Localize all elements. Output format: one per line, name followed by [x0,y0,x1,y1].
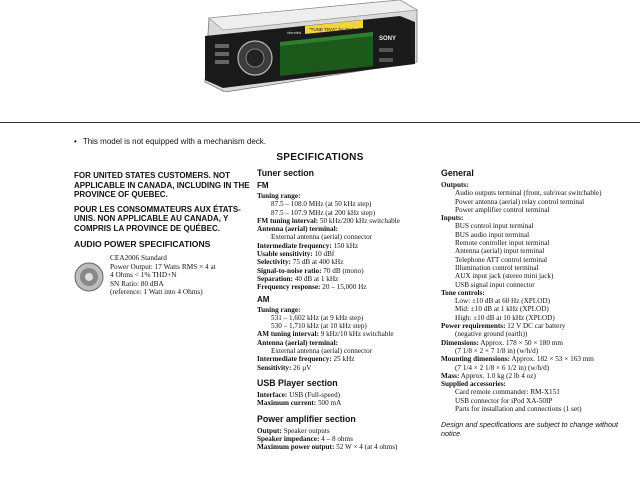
tray-label: "TUNE TRAY" for iPod [309,27,355,32]
car-stereo-illustration [195,0,420,92]
fr-notice: POUR LES CONSOMMATEURS AUX ÉTATS-UNIS. NON APPLICABLE AU CANADA, Y COMPRIS LA PROVINCE DE QUÉBEC. [74,204,241,233]
am-heading: AM [257,294,270,304]
disclaimer: Design and specifications are subject to change without notice. [441,420,618,438]
usb-heading: USB Player section [257,377,338,388]
notices-column [74,171,250,312]
amp-heading: Power amplifier section [257,413,356,424]
general-heading: General [441,168,474,178]
audio-power-lines: CEA2006 Standard Power Output: 17 Watts RMS × 4 at 4 Ohms < 1% THD+N SN Ratio: 80 dBA (reference: 1 Watt into 4 Ohms) [110,253,216,297]
audio-power-heading: AUDIO POWER SPECIFICATIONS [74,239,211,249]
specifications-title: SPECIFICATIONS [276,152,364,163]
general-column: General Outputs: Audio outputs terminal (front, sub/rear switchable) Power antenna (aerial) relay control terminal Power amplifier control terminal Inputs: BUS control input terminal BUS audio input terminal Remote controller input terminal Antenna (aerial) input terminal Telephone ATT control terminal Illumination control terminal AUX input jack (stereo mini jack) USB signal input connector Tone controls: Low: ±10 dB at 60 Hz (XPLOD) Mid: ±10 dB at 1 kHz (XPLOD) High: ±10 dB at 10 kHz (XPLOD) Power requirements: 12 V DC car battery (negative ground (earth)) Dimensions: Approx. 178 × 50 × 180 mm (7 1/8 × 2 × 7 1/8 in) (w/h/d) Mounting dimensions: Approx. 182 × 53 × 163 mm (7 1/4 × 2 1/8 × 6 1/2 in) (w/h/d) Mass: Approx. 1.0 kg (2 lb 4 oz) Supplied accessories: Card remote commander: RM-X151 USB connector for iPod XA-50IP Parts for installation and connections (1 set) Design and specifications are subject to change without notice. [441,168,636,438]
mechanism-note: • This model is not equipped with a mechanism deck. [74,137,267,146]
cea-badge-icon [74,262,104,292]
brand-logo: SONY [379,36,397,42]
xtended-logo: xtended [287,30,302,35]
tuner-column: Tuner section FM Tuning range: 87.5 – 108.0 MHz (at 50 kHz step) 87.5 – 107.9 MHz (at 200 kHz step) FM tuning interval: 50 kHz/200 kHz switchable Antenna (aerial) terminal: External antenna (aerial) connector Intermediate frequency: 150 kHz Usable sensitivity: 10 dBf Selectivity: 75 dB at 400 kHz Signal-to-noise ratio: 70 dB (mono) Separation: 40 dB at 1 kHz Frequency response: 20 – 15,000 Hz AM Tuning range: 531 – 1,602 kHz (at 9 kHz step) 530 – 1,710 kHz (at 10 kHz step) AM tuning interval: 9 kHz/10 kHz switchable Antenna (aerial) terminal: External antenna (aerial) connector Intermediate frequency: 25 kHz Sensitivity: 26 µV USB Player section Interface: USB (Full-speed) Maximum current: 500 mA Power amplifier section Output: Speaker outputs Speaker impedance: 4 – 8 ohms Maximum power output: 52 W × 4 (at 4 ohms) [257,168,435,451]
cea-block [74,254,250,312]
tuner-heading: Tuner section [257,168,315,178]
header-divider [0,122,640,123]
us-notice: FOR UNITED STATES CUSTOMERS. NOT APPLICABLE IN CANADA, INCLUDING IN THE PROVINCE OF QUEBEC. [74,171,250,199]
fm-heading: FM [257,181,269,190]
